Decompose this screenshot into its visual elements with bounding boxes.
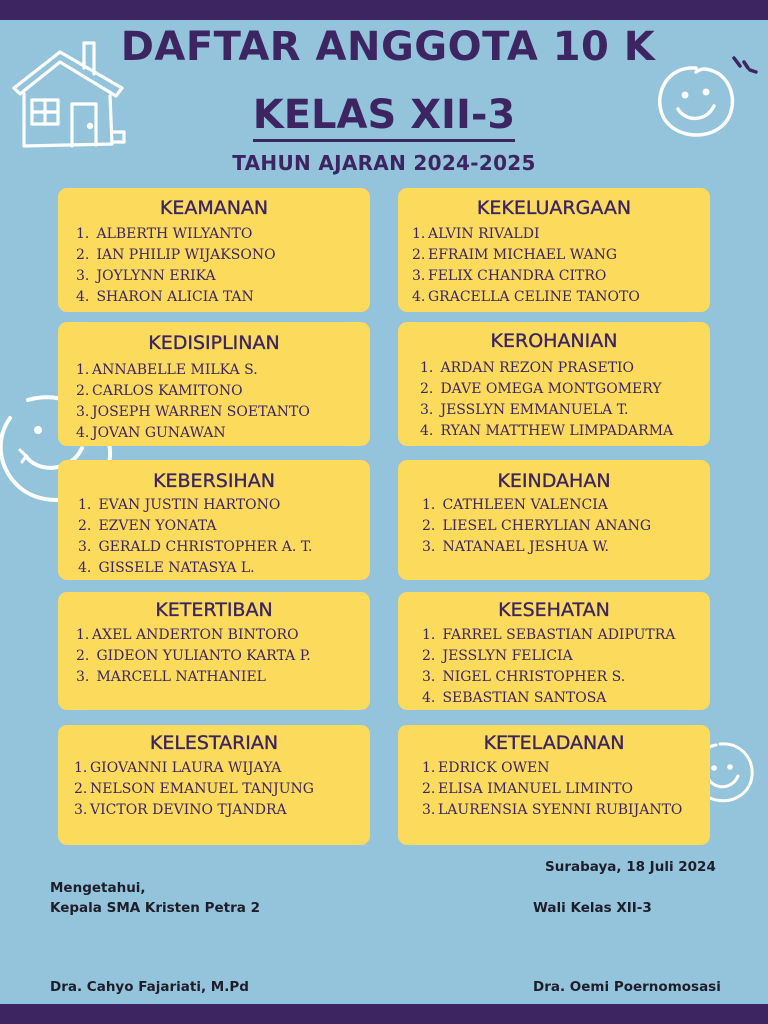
section-card-ketertiban	[58, 592, 370, 710]
section-title: KESEHATAN	[498, 599, 610, 621]
list-item: 2. ELISA IMANUEL LIMINTO	[422, 781, 633, 797]
section-card-kekeluargaan	[398, 188, 710, 312]
section-title: KEBERSIHAN	[153, 470, 275, 492]
bottom-bar	[0, 1004, 768, 1024]
list-item: 1. ALBERTH WILYANTO	[76, 226, 253, 242]
list-item: 1. ARDAN REZON PRASETIO	[420, 360, 635, 376]
acknowledged-label: Mengetahui,	[50, 880, 146, 896]
section-card-kelestarian	[58, 725, 370, 845]
list-item: 3. FELIX CHANDRA CITRO	[412, 268, 607, 284]
list-item: 3. GERALD CHRISTOPHER A. T.	[78, 539, 313, 555]
section-title: KEROHANIAN	[490, 330, 618, 352]
list-item: 1. ALVIN RIVALDI	[412, 226, 540, 242]
list-item: 3. NIGEL CHRISTOPHER S.	[422, 669, 626, 685]
list-item: 1. EVAN JUSTIN HARTONO	[78, 497, 281, 513]
list-item: 1. CATHLEEN VALENCIA	[422, 497, 608, 513]
list-item: 2. GIDEON YULIANTO KARTA P.	[76, 648, 311, 664]
homeroom-title: Wali Kelas XII-3	[533, 900, 652, 916]
list-item: 1. GIOVANNI LAURA WIJAYA	[74, 760, 282, 776]
section-card-kedisiplinan	[58, 322, 370, 446]
list-item: 1. EDRICK OWEN	[422, 760, 550, 776]
list-item: 1. AXEL ANDERTON BINTORO	[76, 627, 299, 643]
list-item: 2. EZVEN YONATA	[78, 518, 217, 534]
list-item: 1. ANNABELLE MILKA S.	[76, 362, 258, 378]
list-item: 2. IAN PHILIP WIJAKSONO	[76, 247, 276, 263]
list-item: 4. RYAN MATTHEW LIMPADARMA	[420, 423, 674, 439]
list-item: 3. JOYLYNN ERIKA	[76, 268, 216, 284]
section-card-kesehatan	[398, 592, 710, 710]
list-item: 4. JOVAN GUNAWAN	[76, 425, 226, 441]
academic-year: TAHUN AJARAN 2024-2025	[232, 151, 536, 175]
list-item: 2. DAVE OMEGA MONTGOMERY	[420, 381, 662, 397]
list-item: 3. JESSLYN EMMANUELA T.	[420, 402, 629, 418]
list-item: 2. JESSLYN FELICIA	[422, 648, 573, 664]
section-title: KELESTARIAN	[149, 732, 279, 754]
list-item: 4. GRACELLA CELINE TANOTO	[412, 289, 640, 305]
section-card-keamanan	[58, 188, 370, 312]
section-title: KEDISIPLINAN	[148, 332, 280, 354]
section-title: KEKELUARGAAN	[476, 197, 632, 219]
section-title: KETERTIBAN	[155, 599, 273, 621]
list-item: 3. VICTOR DEVINO TJANDRA	[74, 802, 287, 818]
principal-title: Kepala SMA Kristen Petra 2	[50, 900, 260, 916]
list-item: 3. JOSEPH WARREN SOETANTO	[76, 404, 310, 420]
list-item: 4. SEBASTIAN SANTOSA	[422, 690, 607, 706]
list-item: 2. CARLOS KAMITONO	[76, 383, 243, 399]
list-item: 4. SHARON ALICIA TAN	[76, 289, 254, 305]
section-card-keteladanan	[398, 725, 710, 845]
list-item: 4. GISSELE NATASYA L.	[78, 560, 255, 576]
section-title: KETELADANAN	[483, 732, 625, 754]
top-bar	[0, 0, 768, 20]
list-item: 3. NATANAEL JESHUA W.	[422, 539, 610, 555]
section-title: KEINDAHAN	[497, 470, 611, 492]
class-title: KELAS XII-3	[0, 92, 768, 138]
list-item: 3. MARCELL NATHANIEL	[76, 669, 266, 685]
list-item: 1. FARREL SEBASTIAN ADIPUTRA	[422, 627, 676, 643]
place-date: Surabaya, 18 Juli 2024	[545, 859, 716, 875]
section-card-kerohanian	[398, 322, 710, 446]
list-item: 2. EFRAIM MICHAEL WANG	[412, 247, 617, 263]
principal-name: Dra. Cahyo Fajariati, M.Pd	[50, 979, 249, 995]
list-item: 3. LAURENSIA SYENNI RUBIJANTO	[422, 802, 683, 818]
homeroom-name: Dra. Oemi Poernomosasi	[533, 979, 721, 995]
section-card-keindahan	[398, 460, 710, 580]
list-item: 2. NELSON EMANUEL TANJUNG	[74, 781, 314, 797]
section-title: KEAMANAN	[159, 197, 269, 219]
list-item: 2. LIESEL CHERYLIAN ANANG	[422, 518, 652, 534]
section-card-kebersihan	[58, 460, 370, 580]
page-title: DAFTAR ANGGOTA 10 K	[120, 24, 656, 70]
